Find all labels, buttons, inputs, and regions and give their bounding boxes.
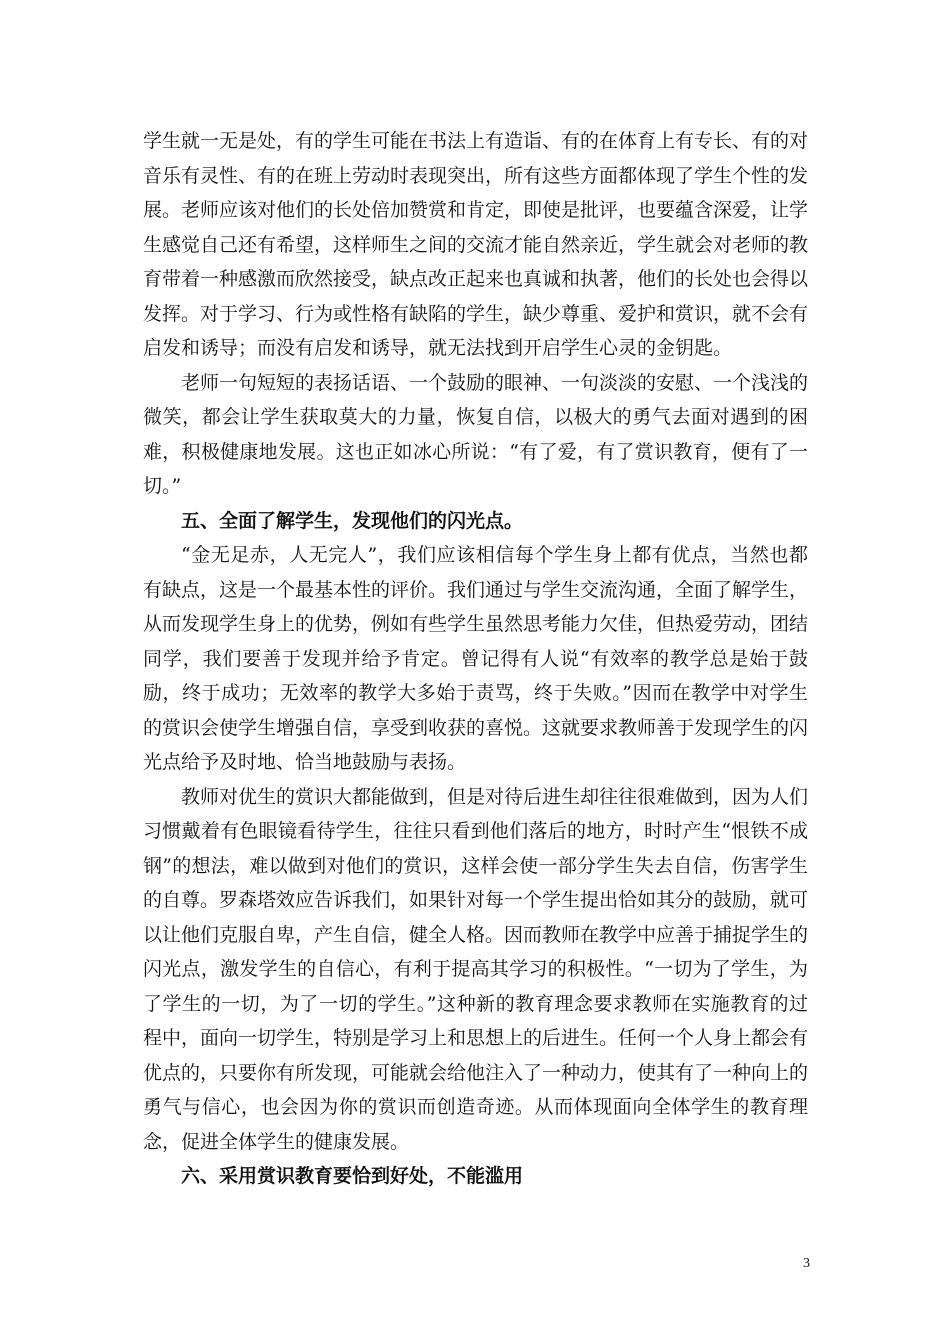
section-heading-5: 五、全面了解学生，发现他们的闪光点。 xyxy=(181,509,524,532)
page-number: 3 xyxy=(803,1256,810,1271)
paragraph: 教师对优生的赏识大都能做到，但是对待后进生却往往很难做到，因为人们习惯戴着有色眼镜看待学生，往往只看到他们落后的地方，时时产生“恨铁不成钢”的想法，难以做到对他们的赏识，这样会使一部分学生失去自信，伤害学生的自尊。罗森塔效应告诉我们，如果针对每一个学生提出恰如其分的鼓励，就可以让他们克服自卑，产生自信，健全人格。因而教师在教学中应善于捕捉学生的闪光点，激发学生的自信心，有利于提高其学习的积极性。“一切为了学生，为了学生的一切，为了一切的学生。”这种新的教育理念要求教师在实施教育的过程中，面向一切学生，特别是学习上和思想上的后进生。任何一个人身上都会有优点的，只要你有所发现，可能就会给他注入了一种动力，使其有了一种向上的勇气与信心，也会因为你的赏识而创造奇迹。从而体现面向全体学生的教育理念，促进全体学生的健康发展。 xyxy=(143,785,809,1153)
section-heading-6: 六、采用赏识教育要恰到好处，不能滥用 xyxy=(181,1165,524,1187)
paragraph: 老师一句短短的表扬话语、一个鼓励的眼神、一句淡淡的安慰、一个浅浅的微笑，都会让学生获取莫大的力量，恢复自信，以极大的勇气去面对遇到的困难，积极健康地发展。这也正如冰心所说：“有了爱，有了赏识教育，便有了一切。” xyxy=(143,371,809,497)
paragraph-continued: 学生就一无是处，有的学生可能在书法上有造诣、有的在体育上有专长、有的对音乐有灵性、有的在班上劳动时表现突出，所有这些方面都体现了学生个性的发展。老师应该对他们的长处倍加赞赏和肯定，即使是批评，也要蕴含深爱，让学生感觉自己还有希望，这样师生之间的交流才能自然亲近，学生就会对老师的教育带着一种感激而欣然接受，缺点改正起来也真诚和执著，他们的长处也会得以发挥。对于学习、行为或性格有缺陷的学生，缺少尊重、爱护和赏识，就不会有启发和诱导；而没有启发和诱导，就无法找到开启学生心灵的金钥匙。 xyxy=(143,130,809,359)
paragraph: “金无足赤，人无完人”，我们应该相信每个学生身上都有优点，当然也都有缺点，这是一个最基本性的评价。我们通过与学生交流沟通，全面了解学生，从而发现学生身上的优势，例如有些学生虽然思考能力欠佳，但热爱劳动，团结同学，我们要善于发现并给予肯定。曾记得有人说“有效率的教学总是始于鼓励，终于成功；无效率的教学大多始于责骂，终于失败。”因而在教学中对学生的赏识会使学生增强自信，享受到收获的喜悦。这就要求教师善于发现学生的闪光点给予及时地、恰当地鼓励与表扬。 xyxy=(143,544,809,773)
document-body xyxy=(143,124,808,1194)
